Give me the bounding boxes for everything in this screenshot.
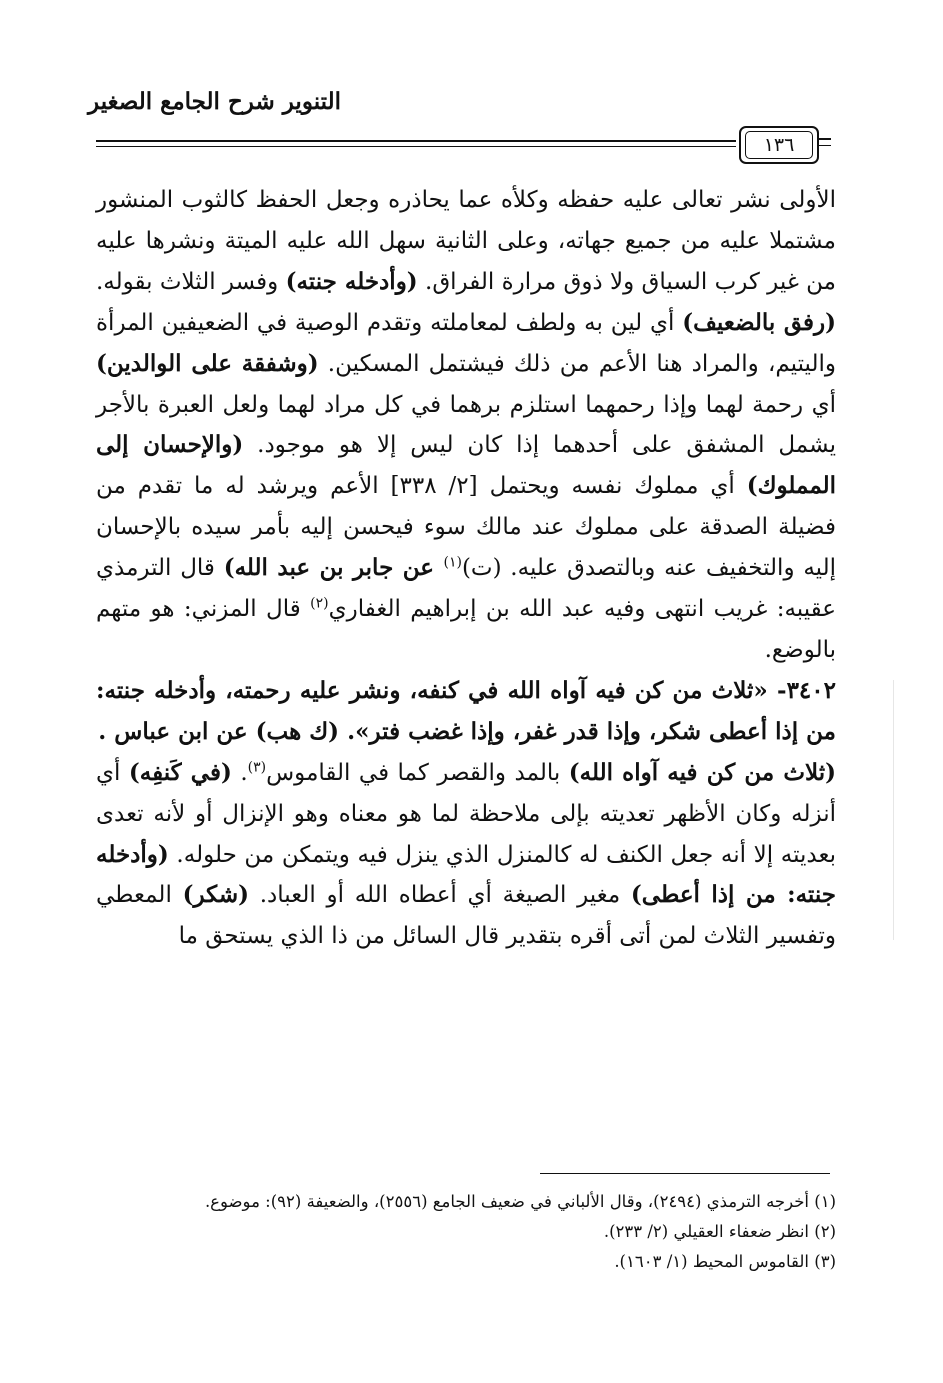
- footnote-ref[interactable]: (٣): [247, 759, 267, 776]
- footnote-2: (٢) انظر ضعفاء العقيلي (٢/ ٢٣٣).: [603, 1222, 836, 1241]
- bold-phrase: (وأدخله جنته): [285, 267, 418, 295]
- hadith-text: ٣٤٠٢- «ثلاث من كن فيه آواه الله في كنفه، ونشر عليه رحمته، وأدخله جنته: من إذا أعطى شكر، وإذا قدر غفر، وإذا غضب فتر». (ك هب) عن ابن عباس .: [96, 676, 836, 745]
- footnote-ref[interactable]: (١): [443, 554, 462, 571]
- text-run: وفسر الثلاث بقوله.: [96, 268, 286, 295]
- paragraph-commentary: [96, 180, 836, 671]
- footnote-3: (٣) القاموس المحيط (١/ ١٦٠٣).: [614, 1252, 836, 1271]
- running-title: التنوير شرح الجامع الصغير: [88, 88, 341, 115]
- paragraph-hadith: [96, 671, 836, 753]
- paragraph-explanation: [96, 753, 836, 958]
- footnotes: [96, 1187, 836, 1277]
- footnote-1: (١) أخرجه الترمذي (٢٤٩٤)، وقال الألباني في ضعيف الجامع (٢٥٥٦)، والضعيفة (٩٢): موضوع.: [204, 1192, 836, 1211]
- text-run: المعطي وتفسير الثلاث لمن أتى أقره بتقدير قال السائل من ذا الذي يستحق ما: [96, 882, 836, 950]
- text-run: قال المزني: هو متهم بالوضع.: [96, 596, 836, 663]
- header-rule: [96, 140, 736, 142]
- text-run: بالمد والقصر كما في القاموس: [266, 759, 569, 786]
- bold-phrase: (رفق بالضعيف): [682, 308, 836, 336]
- text-run: مغير الصيغة أي أعطاه الله أو العباد.: [249, 882, 631, 909]
- bold-phrase: (في كَنفِه): [128, 758, 232, 786]
- bold-phrase: (ثلاث من كن فيه آواه الله): [568, 758, 837, 786]
- header-ornament-thin: [819, 145, 831, 146]
- scan-edge-line: [893, 680, 894, 940]
- text-run: أي مملوك نفسه ويحتمل [٢/ ٣٣٨] الأعم ويرشد له ما تقدم من فضيلة الصدقة على مملوك عند مالك سوء فيحسن إليه بأمر سيده بالإحسان إليه والتخفيف عنه وبالتصدق عليه. (ت): [96, 473, 836, 582]
- text-run: أي لين به ولطف لمعاملته وتقدم الوصية في الضعيفين المرأة واليتيم، والمراد هنا الأعم من ذلك فيشتمل المسكين.: [96, 309, 836, 377]
- header-rule-thin: [96, 146, 736, 147]
- text-run: أي أنزله وكان الأظهر تعديته بإلى ملاحظة لما هو معناه وهو الإنزال أو لأنه تعدى بعديته إلا أنه جعل الكنف له كالمنزل الذي ينزل فيه ويتمكن من حلوله.: [96, 759, 836, 868]
- text-run: قال الترمذي عقيبه: غريب انتهى وفيه عبد الله بن إبراهيم الغفاري: [96, 555, 837, 623]
- bold-phrase: (والإحسان إلى المملوك): [96, 431, 837, 500]
- bold-phrase: (وشفقة على الوالدين): [96, 349, 319, 377]
- bold-phrase: (شكر): [182, 881, 249, 909]
- page-number: ١٣٦: [763, 134, 795, 156]
- text-run: أي رحمة لهما وإذا رحمهما استلزم برهما في كل مراد لهما ولعل العبرة بالأجر يشمل المشفق على أحدهما إذا كان ليس إلا هو موجود.: [96, 391, 836, 459]
- bold-phrase: عن جابر بن عبد الله): [223, 554, 444, 582]
- text-run: .: [231, 759, 248, 786]
- text-run: الأولى نشر تعالى عليه حفظه وكلأه عما يحاذره وجعل الحفظ كالثوب المنشور مشتملا عليه من جميع جهاته، وعلى الثانية سهل الله عليه الميتة ونشرها عليه من غير كرب السياق ولا ذوق مرارة الفراق.: [96, 187, 836, 295]
- footnote-ref[interactable]: (٢): [310, 595, 329, 612]
- page-number-box: [739, 126, 819, 164]
- main-text: [96, 180, 836, 957]
- bold-phrase: (وأدخله جنته: من إذا أعطى): [96, 840, 837, 909]
- header-ornament: [819, 138, 831, 140]
- footnote-separator: [540, 1173, 830, 1174]
